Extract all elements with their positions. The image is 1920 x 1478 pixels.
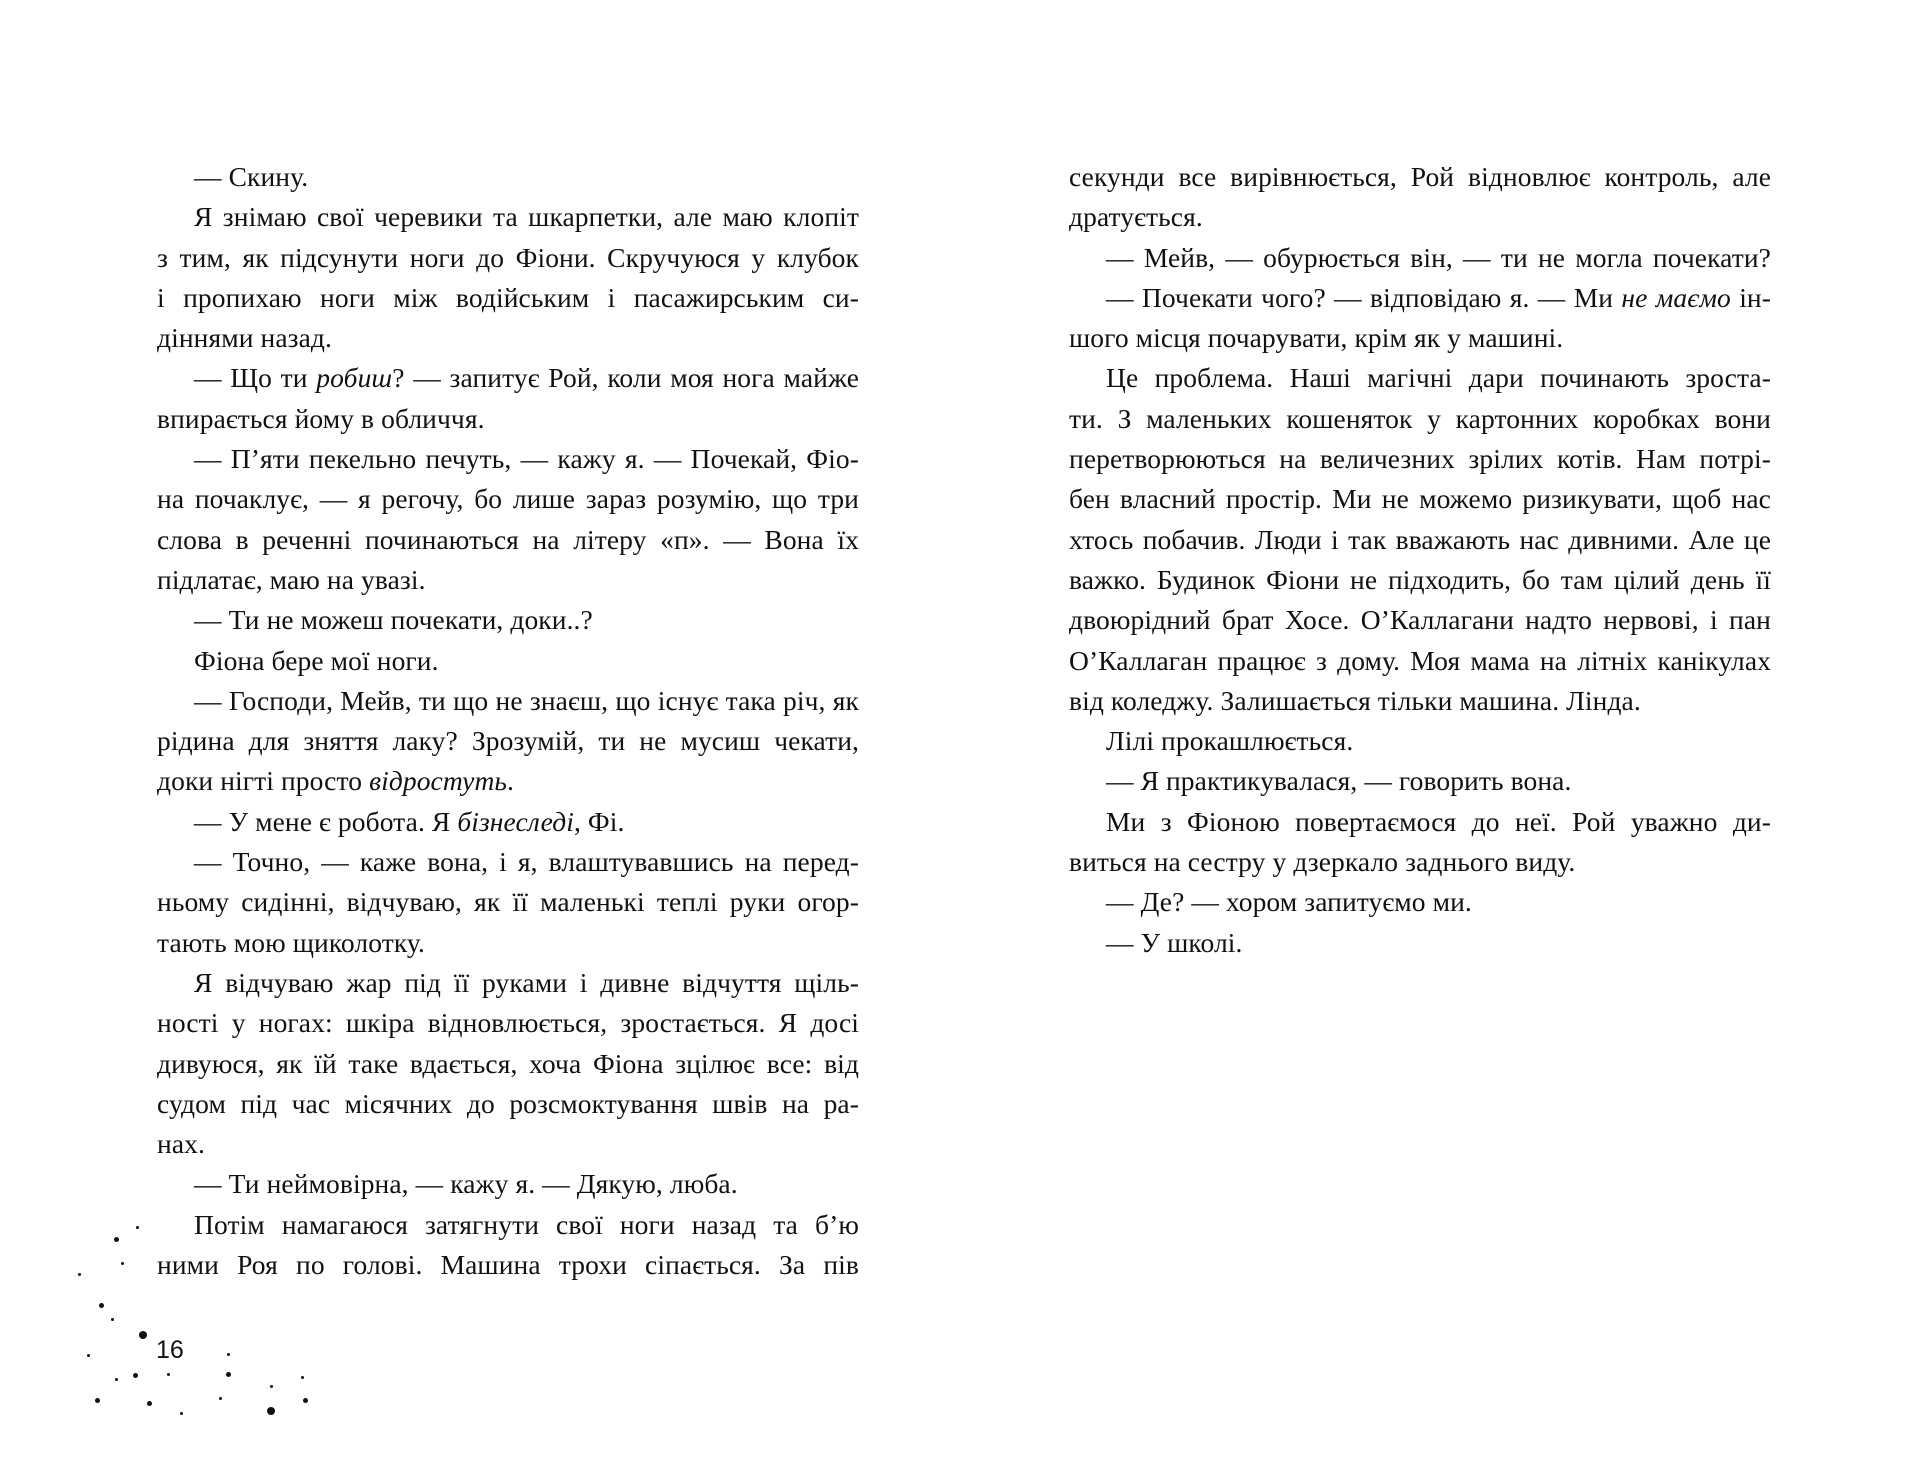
text-run: ін-	[1730, 281, 1772, 313]
star-dot-icon	[301, 1376, 304, 1379]
text-line: — У школі.	[1106, 926, 1243, 958]
text-line: бен власний простір. Ми не можемо ризикувати, щоб нас	[1069, 483, 1771, 515]
text-line: діннями назад.	[157, 322, 332, 354]
star-dot-icon	[267, 1407, 275, 1415]
star-dot-icon	[78, 1273, 81, 1276]
star-dot-icon	[139, 1331, 147, 1339]
text-line: рідина для зняття лаку? Зрозумій, ти не мусиш чекати,	[157, 725, 859, 757]
text-line: — Мейв, — обурюється він, — ти не могла почекати?	[1106, 241, 1771, 273]
text-line: тають мою щиколотку.	[157, 926, 425, 958]
text-line: з тим, як підсунути ноги до Фіони. Скручуюся у клубок	[157, 241, 859, 273]
text-line: слова в реченні починаються на літеру «п». — Вона їх	[157, 523, 859, 555]
page-number: 16	[156, 1336, 184, 1364]
right-page-text	[1069, 157, 1771, 963]
star-dot-icon	[180, 1412, 183, 1415]
text-run: , Фі.	[573, 805, 625, 837]
italic-emphasis: робиш	[316, 362, 393, 394]
text-line: від коледжу. Залишається тільки машина. Лінда.	[1069, 684, 1641, 716]
text-line: двоюрідний брат Хосе. О’Каллагани надто нервові, і пан	[1069, 604, 1771, 636]
star-dot-icon	[219, 1397, 222, 1400]
text-line: важко. Будинок Фіони не підходить, бо там цілий день її	[1069, 563, 1771, 595]
text-line: шого місця почарувати, крім як у машині.	[1069, 322, 1564, 354]
star-dot-icon	[115, 1378, 118, 1381]
text-run: — У мене є робота. Я	[194, 805, 458, 837]
text-run: — Почекати чого? — відповідаю я. — Ми	[1106, 281, 1622, 313]
text-line: — Де? — хором запитуємо ми.	[1106, 886, 1472, 918]
text-line	[157, 358, 859, 398]
text-line: — Я практикувалася, — говорить вона.	[1106, 765, 1572, 797]
star-dot-icon	[121, 1262, 124, 1265]
text-line: — Скину.	[194, 161, 309, 192]
star-dot-icon	[227, 1353, 230, 1356]
text-run: доки нігті просто	[157, 765, 370, 797]
text-line: Я знімаю свої черевики та шкарпетки, але маю клопіт	[194, 201, 859, 233]
text-line: судом під час місячних до розсмоктування швів на ра-	[157, 1087, 859, 1119]
text-line: — П’яти пекельно печуть, — кажу я. — Почекай, Фіо-	[194, 443, 859, 475]
text-line: О’Каллаган працює з дому. Моя мама на літніх канікулах	[1069, 644, 1771, 676]
text-line: на почаклує, — я регочу, бо лише зараз розумію, що три	[157, 483, 859, 515]
italic-emphasis: не маємо	[1621, 281, 1731, 313]
star-dot-icon	[87, 1354, 90, 1357]
text-line: ньому сидінні, відчуваю, як її маленькі теплі руки огор-	[157, 886, 859, 918]
text-run: — Що ти	[194, 362, 317, 394]
text-line: Я відчуваю жар під її руками і дивне відчуття щіль-	[194, 966, 859, 998]
text-line: Ми з Фіоною повертаємося до неї. Рой уважно ди-	[1106, 805, 1771, 837]
text-line: — Господи, Мейв, ти що не знаєш, що існує така річ, як	[194, 684, 859, 716]
text-line: — Ти неймовірна, — кажу я. — Дякую, люба.	[194, 1168, 738, 1200]
text-line	[157, 761, 859, 801]
text-line: дратується.	[1069, 201, 1203, 233]
italic-emphasis: відростуть	[369, 765, 508, 797]
star-dot-icon	[95, 1398, 100, 1403]
star-dot-icon	[226, 1372, 231, 1377]
text-line: ності у ногах: шкіра відновлюється, зростається. Я досі	[157, 1007, 859, 1039]
text-line	[1069, 278, 1771, 318]
text-line: Це проблема. Наші магічні дари починають зроста-	[1106, 362, 1771, 394]
text-run: .	[507, 765, 514, 797]
text-line: дивуюся, як їй таке вдається, хоча Фіона зцілює все: від	[157, 1047, 859, 1079]
left-page-text	[157, 157, 859, 1285]
text-line: нах.	[157, 1128, 205, 1160]
text-line: хтось побачив. Люди і так вважають нас дивними. Але це	[1069, 523, 1771, 555]
star-dot-icon	[167, 1373, 170, 1376]
star-dot-icon	[136, 1226, 139, 1229]
text-line: секунди все вирівнюється, Рой відновлює контроль, але	[1069, 161, 1771, 192]
text-run: ? — запитує Рой, коли моя нога майже	[392, 362, 860, 394]
text-line: — Ти не можеш почекати, доки..?	[194, 604, 593, 636]
star-dot-icon	[111, 1318, 114, 1321]
star-dot-icon	[147, 1401, 152, 1406]
text-line: виться на сестру у дзеркало заднього виду.	[1069, 846, 1576, 878]
text-line: ти. З маленьких кошеняток у картонних коробках вони	[1069, 402, 1771, 434]
star-dot-icon	[99, 1303, 104, 1308]
text-line: впирається йому в обличчя.	[157, 402, 485, 434]
text-line: і пропихаю ноги між водійським і пасажирським си-	[157, 281, 859, 313]
italic-emphasis: бізнеследі	[457, 805, 574, 837]
text-line: Фіона бере мої ноги.	[194, 644, 439, 676]
star-dot-icon	[303, 1398, 308, 1403]
star-dot-icon	[133, 1373, 138, 1378]
star-dot-icon	[114, 1237, 119, 1242]
text-line	[157, 802, 859, 842]
text-line: підлатає, маю на увазі.	[157, 563, 426, 595]
text-line: Лілі прокашлюється.	[1106, 725, 1354, 757]
text-line: Потім намагаюся затягнути свої ноги назад та б’ю	[194, 1208, 859, 1240]
star-dot-icon	[270, 1385, 273, 1388]
text-line: перетворюються на величезних зрілих котів. Нам потрі-	[1069, 443, 1771, 475]
text-line: ними Роя по голові. Машина трохи сіпається. За пів	[157, 1249, 859, 1281]
text-line: — Точно, — каже вона, і я, влаштувавшись на перед-	[194, 846, 859, 878]
